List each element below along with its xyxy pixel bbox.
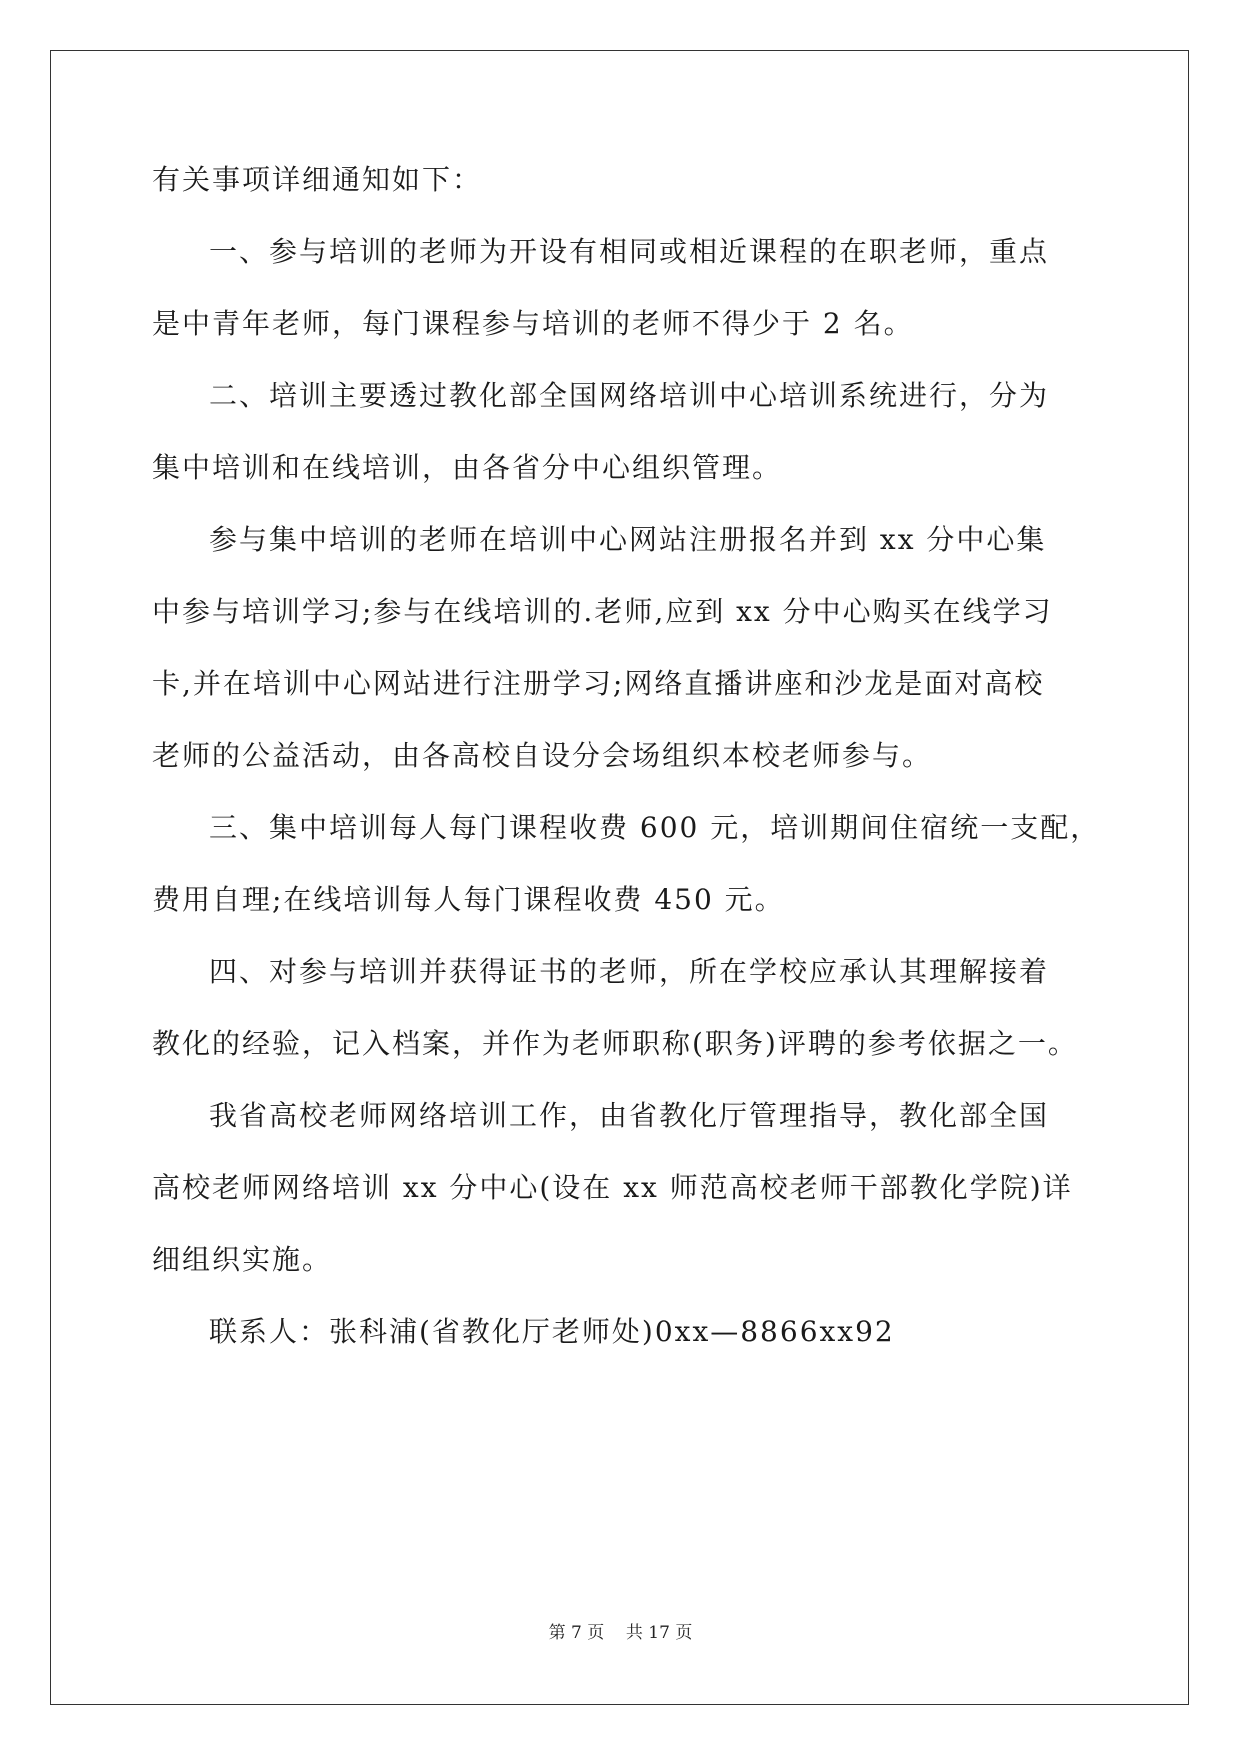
paragraph-2-line-2: 集中培训和在线培训，由各省分中心组织管理。 — [152, 451, 783, 484]
text-line: 有关事项详细通知如下： — [152, 163, 483, 196]
paragraph-5-line-2: 教化的经验，记入档案，并作为老师职称(职务)评聘的参考依据之一。 — [152, 1027, 1078, 1060]
contact-line: 联系人：张科浦(省教化厅老师处)0xx—8866xx92 — [209, 1315, 895, 1348]
paragraph-3-line-1: 参与集中培训的老师在培训中心网站注册报名并到 xx 分中心集 — [209, 523, 1047, 556]
paragraph-1-line-2: 是中青年老师，每门课程参与培训的老师不得少于 2 名。 — [152, 307, 914, 340]
paragraph-1-line-1: 一、参与培训的老师为开设有相同或相近课程的在职老师，重点 — [209, 235, 1050, 268]
page-number: 第 7 页 共 17 页 — [548, 1623, 693, 1643]
paragraph-6-line-3: 细组织实施。 — [152, 1243, 333, 1276]
paragraph-3-line-4: 老师的公益活动，由各高校自设分会场组织本校老师参与。 — [152, 739, 933, 772]
paragraph-5-line-1: 四、对参与培训并获得证书的老师，所在学校应承认其理解接着 — [209, 955, 1050, 988]
paragraph-6-line-1: 我省高校老师网络培训工作，由省教化厅管理指导，教化部全国 — [209, 1099, 1050, 1132]
paragraph-2-line-1: 二、培训主要透过教化部全国网络培训中心培训系统进行，分为 — [209, 379, 1050, 412]
page-border — [50, 50, 1189, 1705]
paragraph-4-line-2: 费用自理;在线培训每人每门课程收费 450 元。 — [152, 883, 785, 916]
paragraph-3-line-3: 卡,并在培训中心网站进行注册学习;网络直播讲座和沙龙是面对高校 — [152, 667, 1045, 700]
paragraph-4-line-1: 三、集中培训每人每门课程收费 600 元，培训期间住宿统一支配， — [209, 811, 1101, 844]
paragraph-3-line-2: 中参与培训学习;参与在线培训的.老师,应到 xx 分中心购买在线学习 — [152, 595, 1053, 628]
paragraph-6-line-2: 高校老师网络培训 xx 分中心(设在 xx 师范高校老师干部教化学院)详 — [152, 1171, 1073, 1204]
